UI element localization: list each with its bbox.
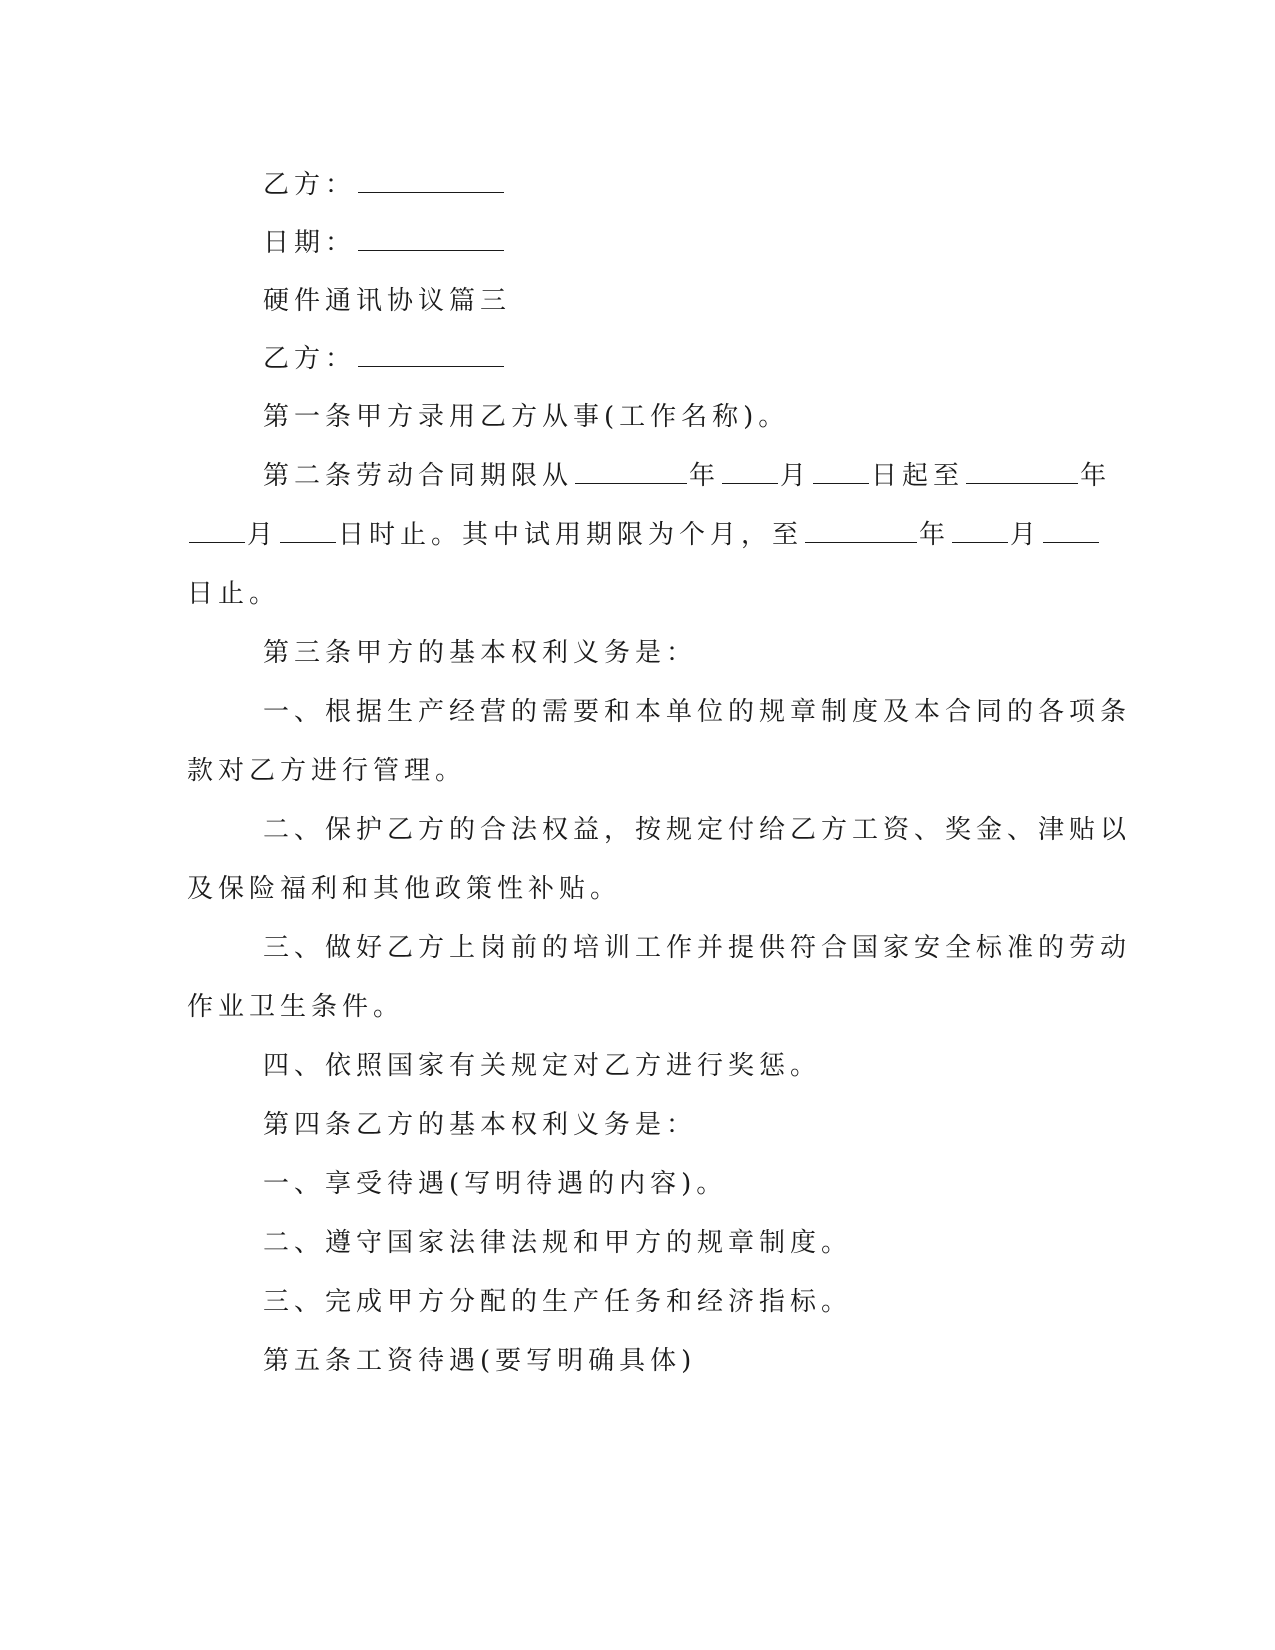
text-segment: 年	[919, 520, 951, 550]
text-segment: 日时止。其中试用期限为个月，至	[338, 520, 804, 550]
paragraph-line	[187, 754, 466, 788]
paragraph-line	[263, 1285, 852, 1319]
day-blank	[1043, 518, 1099, 543]
text-segment: 月	[780, 461, 812, 491]
day-blank	[280, 518, 336, 543]
paragraph-text: 二、保护乙方的合法权益，按规定付给乙方工资、奖金、津贴以	[263, 815, 1132, 845]
paragraph-line	[263, 1167, 727, 1201]
paragraph-text: 日止。	[187, 579, 281, 609]
text-segment: 第二条劳动合同期限从	[263, 461, 574, 491]
paragraph-text: 三、做好乙方上岗前的培训工作并提供符合国家安全标准的劳动	[263, 933, 1132, 963]
day-blank	[813, 459, 869, 484]
paragraph-line	[263, 931, 1131, 965]
text-segment: 年	[1080, 461, 1112, 491]
paragraph-text: 二、遵守国家法律法规和甲方的规章制度。	[263, 1228, 853, 1258]
party-b-blank	[358, 342, 504, 367]
paragraph-text: 一、享受待遇(写明待遇的内容)。	[263, 1169, 728, 1199]
article-5-heading	[263, 1344, 696, 1378]
article-4-text: 第四条乙方的基本权利义务是：	[263, 1110, 698, 1140]
article-3-heading	[263, 636, 697, 670]
paragraph-line	[187, 990, 404, 1024]
date-label: 日期：	[263, 228, 357, 258]
paragraph-line	[263, 1226, 852, 1260]
paragraph-text: 作业卫生条件。	[187, 992, 405, 1022]
month-blank	[189, 518, 245, 543]
signature-blank	[358, 168, 504, 193]
date-signature-line	[263, 226, 506, 260]
text-segment: 日起至	[871, 461, 965, 491]
year-blank	[966, 459, 1078, 484]
paragraph-line	[263, 1049, 821, 1083]
month-blank	[952, 518, 1008, 543]
paragraph-text: 及保险福利和其他政策性补贴。	[187, 874, 622, 904]
paragraph-line	[187, 872, 621, 906]
party-b-label-2: 乙方：	[263, 344, 357, 374]
paragraph-line	[263, 695, 1131, 729]
article-2-line-1	[263, 459, 1111, 493]
section-title: 硬件通讯协议篇三	[263, 286, 512, 316]
party-b-line	[263, 342, 506, 376]
section-heading	[263, 284, 511, 318]
year-blank	[575, 459, 687, 484]
month-blank	[722, 459, 778, 484]
article-2-line-3	[187, 577, 280, 611]
date-blank	[358, 226, 504, 251]
paragraph-text: 款对乙方进行管理。	[187, 756, 467, 786]
article-5-text: 第五条工资待遇(要写明确具体)	[263, 1346, 697, 1376]
paragraph-text: 四、依照国家有关规定对乙方进行奖惩。	[263, 1051, 822, 1081]
article-1-text: 第一条甲方录用乙方从事(工作名称)。	[263, 402, 790, 432]
paragraph-text: 三、完成甲方分配的生产任务和经济指标。	[263, 1287, 853, 1317]
year-blank	[805, 518, 917, 543]
text-segment: 月	[247, 520, 279, 550]
text-segment: 月	[1010, 520, 1042, 550]
paragraph-text: 一、根据生产经营的需要和本单位的规章制度及本合同的各项条	[263, 697, 1132, 727]
text-segment: 年	[689, 461, 721, 491]
party-b-label: 乙方：	[263, 170, 357, 200]
paragraph-line	[263, 813, 1131, 847]
article-1	[263, 400, 789, 434]
article-2-line-2	[187, 518, 1101, 552]
article-4-heading	[263, 1108, 697, 1142]
article-3-text: 第三条甲方的基本权利义务是：	[263, 638, 698, 668]
party-b-signature-line	[263, 168, 506, 202]
